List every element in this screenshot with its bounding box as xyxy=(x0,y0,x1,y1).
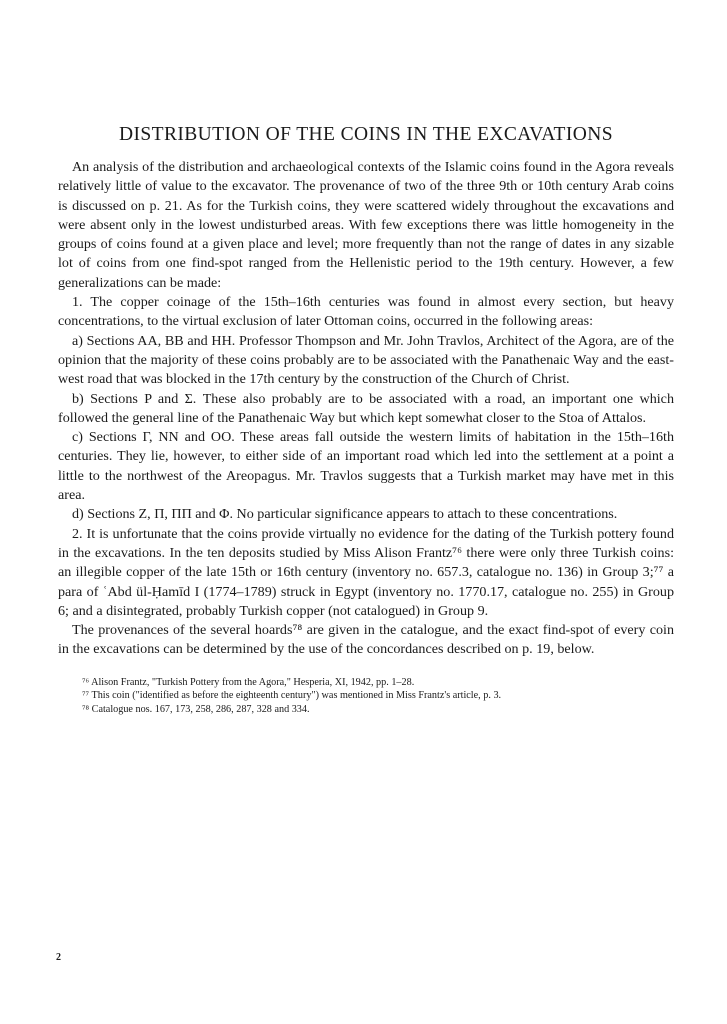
paragraph-point-1a: a) Sections AA, BB and HH. Professor Thompson and Mr. John Travlos, Architect of the Agora, are of the opinion that the majority of these coins probably are to be associated with the Panathenaic Way and the east-west road that was blocked in the 17th century by the construction of the Church of Christ. xyxy=(58,332,674,388)
footnotes xyxy=(58,676,674,717)
footnote-76: ⁷⁶ Alison Frantz, "Turkish Pottery from the Agora," Hesperia, XI, 1942, pp. 1–28. xyxy=(82,676,415,688)
paragraph-point-2: 2. It is unfortunate that the coins provide virtually no evidence for the dating of the Turkish pottery found in the excavations. In the ten deposits studied by Miss Alison Frantz⁷⁶ there were only three Turkish coins: an illegible copper of the late 15th or 16th century (inventory no. 657.3, catalogue no. 136) in Group 3;⁷⁷ a para of ʿAbd ül-Ḥamīd I (1774–1789) struck in Egypt (inventory no. 1770.17, catalogue no. 255) in Group 6; and a disintegrated, probably Turkish copper (not catalogued) in Group 9. xyxy=(58,525,674,619)
paragraph-point-1d: d) Sections Z, Π, ΠΠ and Φ. No particular significance appears to attach to these concentrations. xyxy=(72,506,618,523)
paragraph-point-1c: c) Sections Γ, NN and OO. These areas fall outside the western limits of habitation in the 15th–16th centuries. They lie, however, to either side of an important road which led into the settlement at a point a little to the northwest of the Areopagus. Mr. Travlos suggests that a Turkish market may have met in this area. xyxy=(58,429,674,504)
paragraph-hoards: The provenances of the several hoards⁷⁸ are given in the catalogue, and the exact find-spot of every coin in the excavations can be determined by the use of the concordances described on p. 19, below. xyxy=(58,622,674,658)
paragraph-point-1b: b) Sections P and Σ. These also probably are to be associated with a road, an important one which followed the general line of the Panathenaic Way but which kept somewhat closer to the Stoa of Attalos. xyxy=(58,390,674,426)
page-number: 2 xyxy=(56,952,61,963)
page-body xyxy=(58,124,674,716)
main-text xyxy=(58,158,674,660)
footnote-77: ⁷⁷ This coin ("identified as before the eighteenth century") was mentioned in Miss Frantz's article, p. 3. xyxy=(82,690,502,702)
paragraph-point-1: 1. The copper coinage of the 15th–16th centuries was found in almost every section, but heavy concentrations, to the virtual exclusion of later Ottoman coins, occurred in the following areas: xyxy=(58,294,674,330)
footnote-78: ⁷⁸ Catalogue nos. 167, 173, 258, 286, 287, 328 and 334. xyxy=(82,703,310,715)
page-title: DISTRIBUTION OF THE COINS IN THE EXCAVATIONS xyxy=(119,124,613,145)
paragraph-intro: An analysis of the distribution and archaeological contexts of the Islamic coins found in the Agora reveals relatively little of value to the excavator. The provenance of two of the three 9th or 10th century Arab coins is discussed on p. 21. As for the Turkish coins, they were scattered widely throughout the excavations and were absent only in the lowest undisturbed areas. With few exceptions there was little homogeneity in the groups of coins found at a given place and level; more frequently than not the range of dates in any sizable lot of coins from one find-spot ranged from the Hellenistic period to the 19th century. However, a few generalizations can be made: xyxy=(58,159,674,291)
